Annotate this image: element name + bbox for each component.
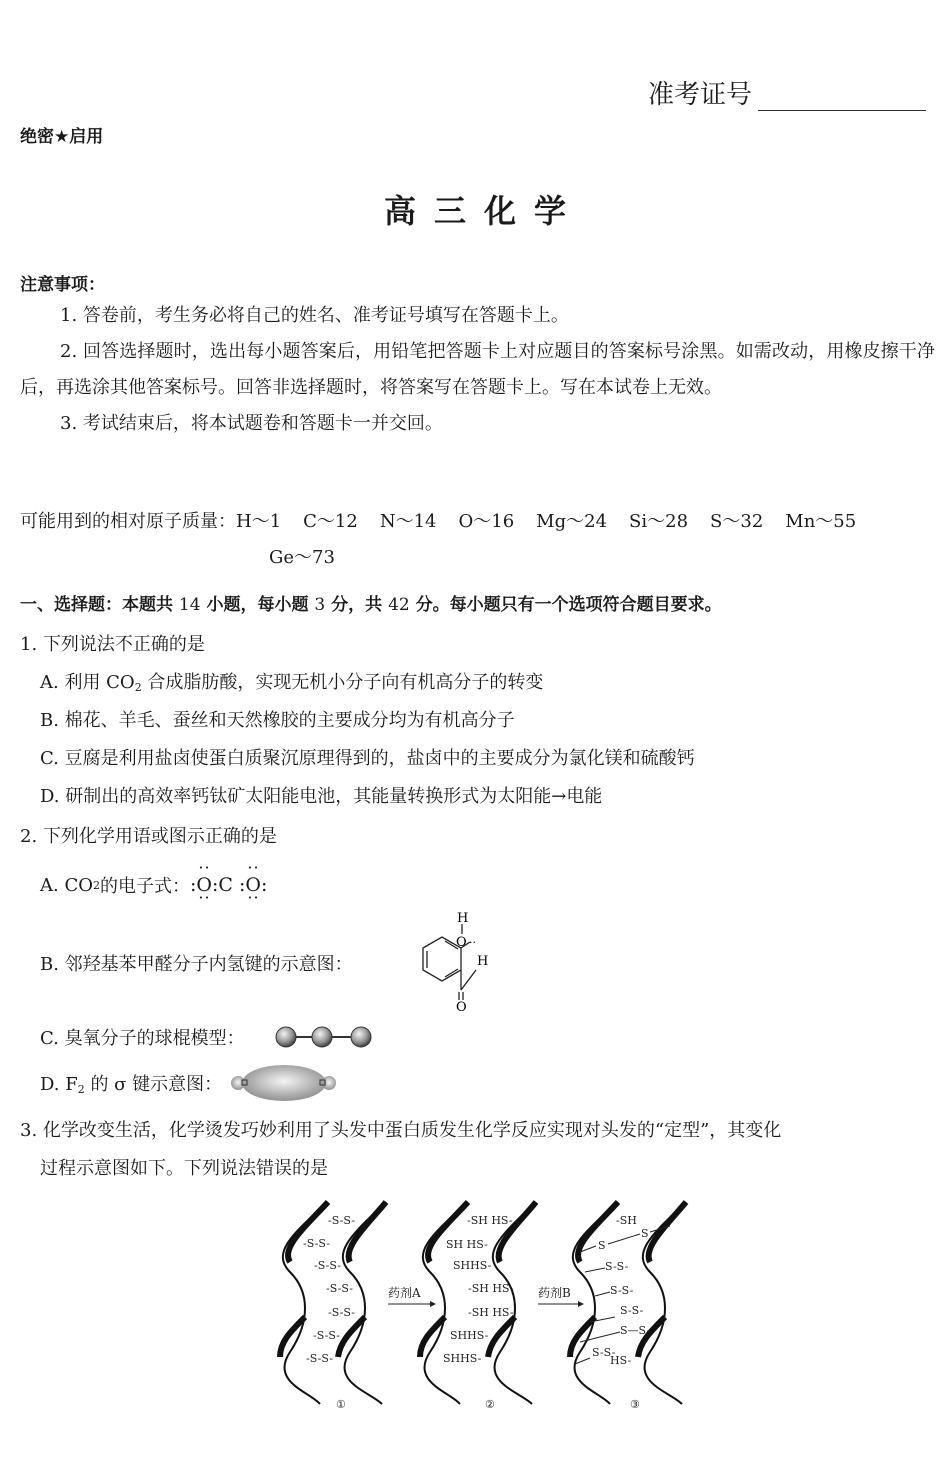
svg-text:-S-S-: -S-S- bbox=[328, 1214, 356, 1227]
exam-id-field bbox=[648, 74, 926, 111]
question-3-stem-line1: 3. 化学改变生活，化学烫发巧妙利用了头发中蛋白质发生化学反应实现对头发的“定型”，其变化 bbox=[20, 1120, 782, 1141]
svg-text:①: ① bbox=[336, 1398, 346, 1410]
mass-n: N～14 bbox=[379, 511, 437, 532]
svg-text:-SH HS-: -SH HS- bbox=[467, 1214, 513, 1227]
notice-item: 2. 回答选择题时，选出每小题答案后，用铅笔把答题卡上对应题目的答案标号涂黑。如需改动，用橡皮擦干净后，再选涂其他答案标号。回答非选择题时，将答案写在答题卡上。写在本试卷上无效。 bbox=[20, 341, 935, 398]
question-2-option-d: D. $F_2$ 的 σ 键示意图： bbox=[40, 1074, 223, 1096]
svg-text:S-S-: S-S- bbox=[605, 1260, 629, 1273]
question-3-stem-line2: 过程示意图如下。下列说法错误的是 bbox=[40, 1158, 328, 1179]
ozone-ball-stick-icon bbox=[270, 1022, 380, 1052]
section-heading bbox=[20, 590, 722, 615]
question-2-option-b: B. 邻羟基苯甲醛分子内氢键的示意图： bbox=[40, 954, 353, 975]
svg-text:-SH HS-: -SH HS- bbox=[468, 1306, 514, 1319]
svg-text:S—S-: S—S- bbox=[620, 1324, 651, 1337]
helix-stage-2 bbox=[420, 1202, 536, 1404]
helix-stage-1 bbox=[280, 1202, 386, 1404]
svg-text:-SH: -SH bbox=[616, 1214, 637, 1227]
section-text: 分，共 bbox=[331, 595, 383, 615]
mass-o: O～16 bbox=[458, 511, 515, 532]
total-points: 42 bbox=[388, 595, 410, 615]
question-1-stem: 1. 下列说法不正确的是 bbox=[20, 634, 205, 655]
svg-text:H: H bbox=[477, 954, 489, 969]
section-text: 一、选择题：本题共 bbox=[20, 595, 173, 615]
question-2-stem: 2. 下列化学用语或图示正确的是 bbox=[20, 826, 277, 847]
svg-text:③: ③ bbox=[630, 1398, 640, 1410]
svg-text:··: ·· bbox=[469, 936, 476, 949]
svg-text:O: O bbox=[456, 935, 467, 950]
question-2-option-a: A. CO 2 的电子式： : ·· O ·· :C : ·· O ·· : bbox=[40, 872, 267, 898]
f2-sigma-bond-icon bbox=[228, 1064, 340, 1102]
atomic-masses-label: 可能用到的相对原子质量： bbox=[20, 511, 236, 532]
co2-lewis-structure: : ·· O ·· :C : ·· O ·· : bbox=[190, 874, 267, 896]
mass-s: S～32 bbox=[710, 511, 764, 532]
question-1-option-d: D. 研制出的高效率钙钛矿太阳能电池，其能量转换形式为太阳能→电能 bbox=[40, 786, 603, 807]
svg-text:O: O bbox=[456, 1000, 467, 1012]
hair-perm-diagram bbox=[270, 1192, 700, 1410]
question-2-option-c: C. 臭氧分子的球棍模型： bbox=[40, 1028, 245, 1049]
section-text: 分。每小题只有一个选项符合题目要求。 bbox=[415, 595, 722, 615]
secret-label: 绝密★启用 bbox=[20, 127, 104, 147]
svg-text:S-S-: S-S- bbox=[620, 1304, 644, 1317]
mass-ge: Ge～73 bbox=[269, 547, 335, 568]
svg-text:HS-: HS- bbox=[610, 1354, 632, 1367]
notice-item: 3. 考试结束后，将本试题卷和答题卡一并交回。 bbox=[60, 413, 443, 434]
mass-h: H～1 bbox=[236, 511, 282, 532]
mass-mn: Mn～55 bbox=[785, 511, 857, 532]
svg-text:SHHS-: SHHS- bbox=[453, 1259, 492, 1272]
svg-text:-S-S-: -S-S- bbox=[303, 1237, 331, 1250]
question-count: 14 bbox=[178, 595, 201, 615]
svg-text:SH HS-: SH HS- bbox=[446, 1238, 488, 1251]
question-1-option-c: C. 豆腐是利用盐卤使蛋白质聚沉原理得到的，盐卤中的主要成分为氯化镁和硫酸钙 bbox=[40, 748, 695, 769]
exam-id-blank bbox=[758, 85, 926, 111]
salicylaldehyde-structure-icon bbox=[398, 908, 498, 1012]
question-1-option-a: A. 利用 $CO_2$ 合成脂肪酸，实现无机小分子向有机高分子的转变 bbox=[40, 672, 544, 694]
points-each: 3 bbox=[314, 595, 326, 615]
svg-text:H: H bbox=[457, 911, 469, 926]
section-text: 小题，每小题 bbox=[206, 595, 309, 615]
page-title: 高三化学 bbox=[383, 192, 584, 230]
svg-text:药剂A: 药剂A bbox=[388, 1286, 421, 1300]
svg-text:SHHS-: SHHS- bbox=[443, 1352, 482, 1365]
exam-id-label: 准考证号 bbox=[648, 80, 753, 110]
question-1-option-b: B. 棉花、羊毛、蚕丝和天然橡胶的主要成分均为有机高分子 bbox=[40, 710, 515, 731]
svg-text:药剂B: 药剂B bbox=[538, 1286, 571, 1300]
mass-c: C～12 bbox=[303, 511, 358, 532]
svg-text:S-S-: S-S- bbox=[592, 1346, 616, 1359]
helix-stage-3 bbox=[570, 1202, 686, 1404]
svg-text:S: S bbox=[598, 1239, 606, 1252]
svg-text:SHHS-: SHHS- bbox=[450, 1329, 489, 1342]
notice-item: 1. 答卷前，考生务必将自己的姓名、准考证号填写在答题卡上。 bbox=[60, 305, 569, 326]
svg-text:S: S bbox=[641, 1227, 649, 1240]
svg-text:-S-S-: -S-S- bbox=[328, 1306, 356, 1319]
mass-si: Si～28 bbox=[629, 511, 689, 532]
svg-text:-SH HS-: -SH HS- bbox=[468, 1282, 514, 1295]
svg-text:②: ② bbox=[485, 1398, 495, 1410]
atomic-masses bbox=[20, 504, 940, 576]
svg-text:-S-S-: -S-S- bbox=[326, 1282, 354, 1295]
mass-mg: Mg～24 bbox=[536, 511, 608, 532]
notice-list bbox=[20, 298, 935, 442]
svg-text:-S-S-: -S-S- bbox=[306, 1352, 334, 1365]
svg-text:-S-S-: -S-S- bbox=[313, 1329, 341, 1342]
notice-heading: 注意事项： bbox=[20, 275, 105, 295]
svg-text:-S-S-: -S-S- bbox=[314, 1259, 342, 1272]
svg-text:S-S-: S-S- bbox=[610, 1284, 634, 1297]
